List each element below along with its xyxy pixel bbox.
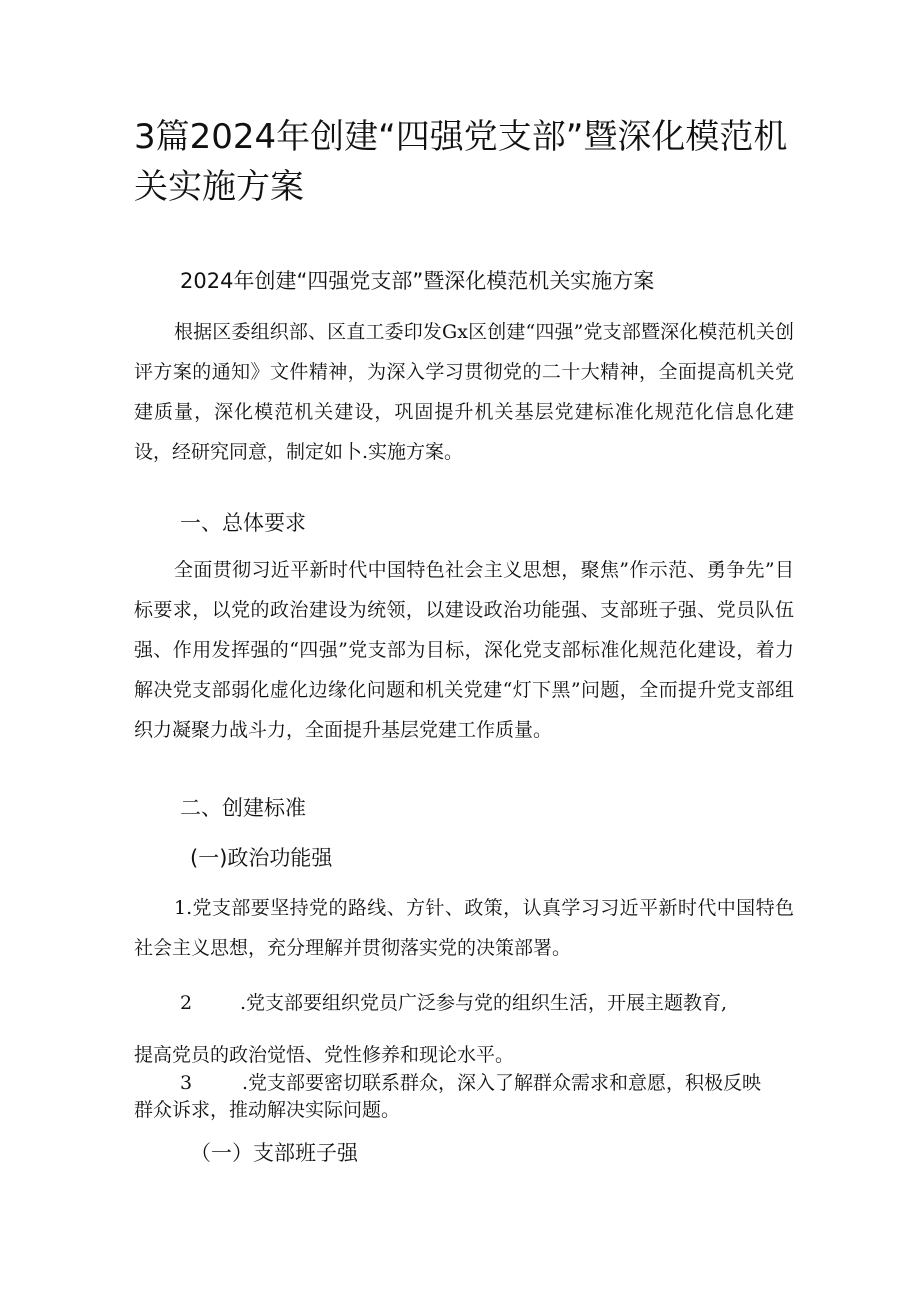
item-2-second-line: 提高党员的政治觉悟、党性修养和现论水平。	[134, 1044, 515, 1066]
section-heading-standards: 二、创建标准	[180, 796, 306, 820]
item-1-paragraph: 1.党支部要坚持党的路线、方针、政策，认真学习习近平新时代中国特色社会主义思想，充分理解并贯彻落实党的决策部署。	[134, 897, 794, 959]
item-3-second-line: 群众诉求，推动解决实际问题。	[134, 1099, 401, 1121]
subsection-heading-branch-team: （一）支部班子强	[190, 1141, 358, 1165]
section-heading-general-requirements: 一、总体要求	[180, 511, 306, 535]
item-3-first-line	[180, 1068, 761, 1098]
intro-paragraph: 根据区委组织部、区直工委印发Gx区创建“四强”党支部暨深化模范机关创评方案的通知》文件精神，为深入学习贯彻党的二十大精神，全面提高机关党建质量，深化模范机关建设，巩固提升机关基层党建标准化规范化信息化建设，经研究同意，制定如卜.实施方案。	[134, 321, 794, 463]
item-2-first-line	[180, 988, 727, 1018]
subsection-heading-political-function: (一)政治功能强	[190, 846, 333, 870]
general-requirements-paragraph: 全面贯彻习近平新时代中国特色社会主义思想，聚焦”作示范、勇争先”目标要求，以党的政治建设为统领，以建设政治功能强、支部班子强、党员队伍强、作用发挥强的“四强”党支部为目标，深化党支部标准化规范化建设，着力解决党支部弱化虚化边缘化问题和机关党建“灯下黑”问题，全而提升党支部组织力凝聚力战斗力，全面提升基层党建工作质量。	[134, 559, 794, 741]
document-title: 3篇2024年创建“四强党支部”暨深化模范机关实施方案	[134, 117, 788, 207]
document-subtitle: 2024年创建“四强党支部”暨深化模范机关实施方案	[180, 269, 655, 293]
item-2-text-line1: .党支部要组织党员广泛参与党的组织生活，开展主题教育,	[240, 992, 728, 1014]
item-3-number: 3	[180, 1072, 193, 1094]
item-2-number: 2	[180, 992, 193, 1014]
item-3-text-line1: .党支部要密切联系群众，深入了解群众需求和意愿，积极反映	[242, 1072, 762, 1094]
